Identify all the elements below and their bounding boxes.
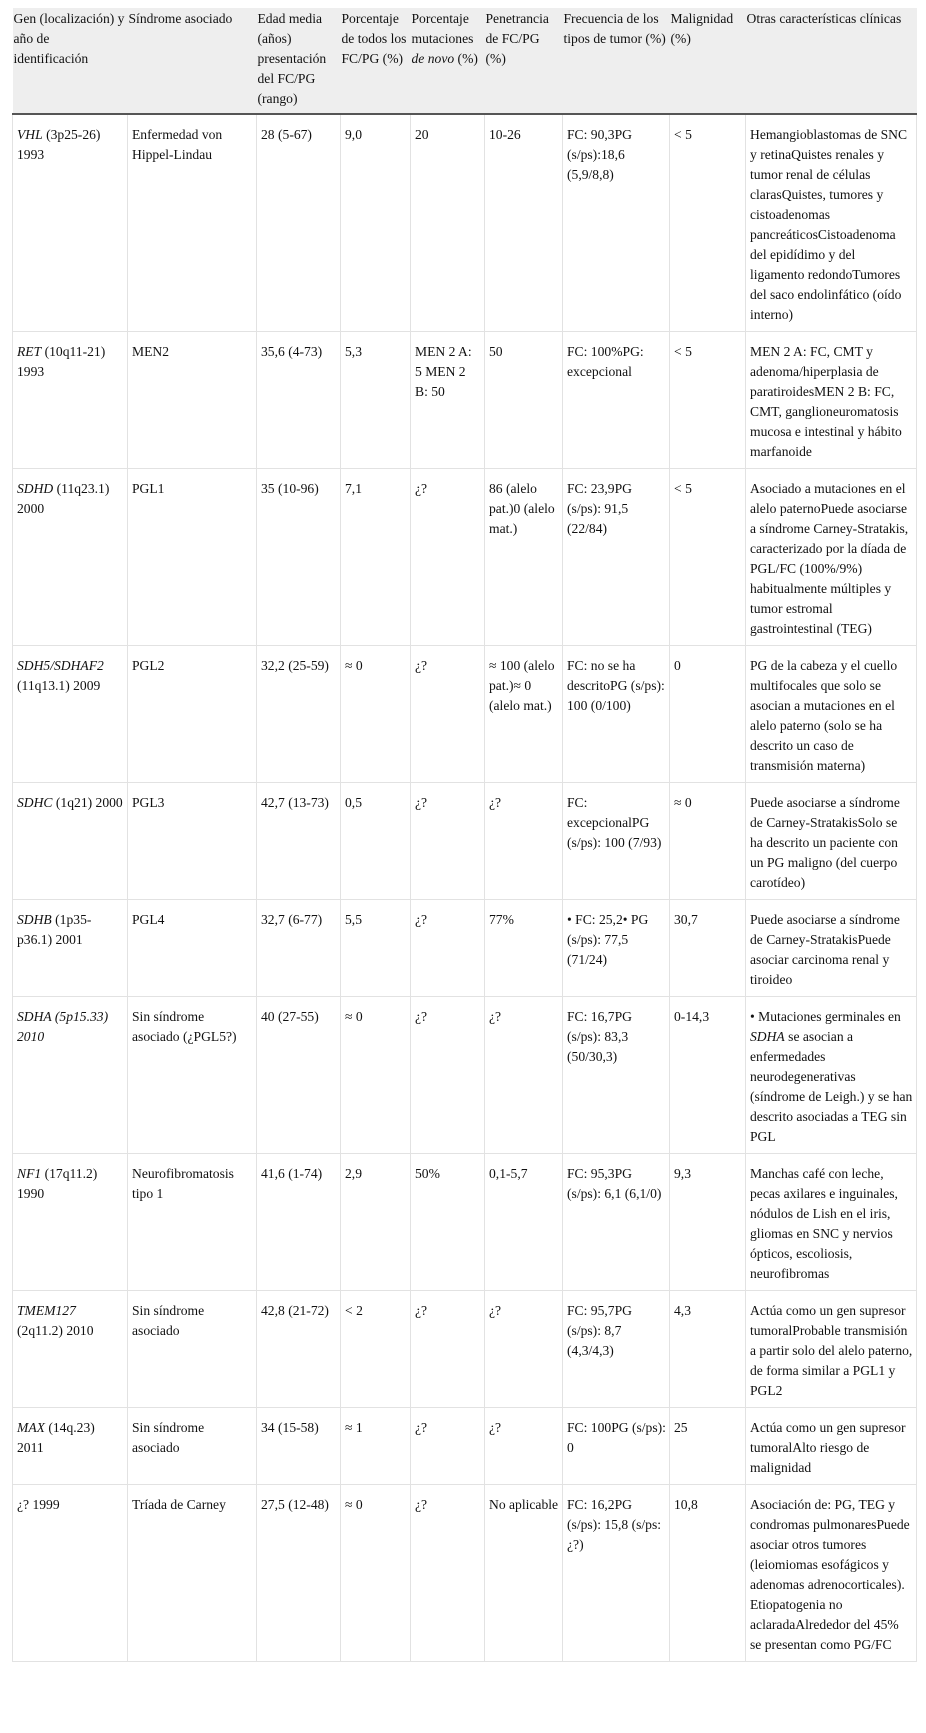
cell-percent: ≈ 0 <box>341 1485 411 1662</box>
cell-frequency: • FC: 25,2• PG (s/ps): 77,5 (71/24) <box>563 900 670 997</box>
cell-malignancy: 25 <box>670 1408 746 1485</box>
cell-percent: 5,5 <box>341 900 411 997</box>
cell-gene: MAX (14q.23) 2011 <box>13 1408 128 1485</box>
cell-denovo: ¿? <box>411 997 485 1154</box>
cell-denovo: ¿? <box>411 646 485 783</box>
cell-penetrance: 0,1-5,7 <box>485 1154 563 1291</box>
cell-frequency: FC: 90,3PG (s/ps):18,6 (5,9/8,8) <box>563 114 670 332</box>
table-row <box>13 469 917 646</box>
cell-frequency: FC: 95,7PG (s/ps): 8,7 (4,3/4,3) <box>563 1291 670 1408</box>
cell-penetrance: ¿? <box>485 1291 563 1408</box>
cell-other: Actúa como un gen supresor tumoralProbable transmisión a partir solo del alelo paterno, de forma similar a PGL1 y PGL2 <box>746 1291 917 1408</box>
cell-syndrome: Sin síndrome asociado <box>128 1408 257 1485</box>
cell-denovo: MEN 2 A: 5 MEN 2 B: 50 <box>411 332 485 469</box>
cell-syndrome: Enfermedad von Hippel-Lindau <box>128 114 257 332</box>
cell-denovo: ¿? <box>411 469 485 646</box>
cell-other: MEN 2 A: FC, CMT y adenoma/hiperplasia de paratiroidesMEN 2 B: FC, CMT, ganglioneuromatosis mucosa e intestinal y hábito marfanoide <box>746 332 917 469</box>
cell-age: 35 (10-96) <box>257 469 341 646</box>
cell-malignancy: 10,8 <box>670 1485 746 1662</box>
table-row <box>13 646 917 783</box>
cell-percent: 9,0 <box>341 114 411 332</box>
cell-gene: SDHC (1q21) 2000 <box>13 783 128 900</box>
cell-other: Puede asociarse a síndrome de Carney-StratakisPuede asociar carcinoma renal y tiroideo <box>746 900 917 997</box>
cell-gene: TMEM127 (2q11.2) 2010 <box>13 1291 128 1408</box>
table-row <box>13 1408 917 1485</box>
header-percent: Porcentaje de todos los FC/PG (%) <box>341 8 411 114</box>
cell-age: 34 (15-58) <box>257 1408 341 1485</box>
cell-age: 32,7 (6-77) <box>257 900 341 997</box>
gene-table <box>12 8 917 1662</box>
table-row <box>13 332 917 469</box>
cell-frequency: FC: 95,3PG (s/ps): 6,1 (6,1/0) <box>563 1154 670 1291</box>
cell-penetrance: 77% <box>485 900 563 997</box>
table-row <box>13 997 917 1154</box>
table-row <box>13 900 917 997</box>
cell-malignancy: 0 <box>670 646 746 783</box>
cell-age: 32,2 (25-59) <box>257 646 341 783</box>
cell-other: Asociación de: PG, TEG y condromas pulmonaresPuede asociar otros tumores (leiomiomas esofágicos y adenomas adrenocorticales). Etiopatogenia no aclaradaAlrededor del 45% se presentan como PG/FC <box>746 1485 917 1662</box>
table-row <box>13 114 917 332</box>
cell-penetrance: ≈ 100 (alelo pat.)≈ 0 (alelo mat.) <box>485 646 563 783</box>
header-malignancy: Malignidad (%) <box>670 8 746 114</box>
cell-age: 27,5 (12-48) <box>257 1485 341 1662</box>
cell-percent: < 2 <box>341 1291 411 1408</box>
table-body <box>13 114 917 1662</box>
cell-penetrance: 86 (alelo pat.)0 (alelo mat.) <box>485 469 563 646</box>
cell-denovo: ¿? <box>411 900 485 997</box>
header-other: Otras características clínicas <box>746 8 917 114</box>
cell-gene: ¿? 1999 <box>13 1485 128 1662</box>
cell-syndrome: Neurofibromatosis tipo 1 <box>128 1154 257 1291</box>
cell-denovo: ¿? <box>411 1408 485 1485</box>
cell-malignancy: 30,7 <box>670 900 746 997</box>
cell-frequency: FC: 16,2PG (s/ps): 15,8 (s/ps: ¿?) <box>563 1485 670 1662</box>
cell-gene: SDHA (5p15.33) 2010 <box>13 997 128 1154</box>
cell-syndrome: Sin síndrome asociado <box>128 1291 257 1408</box>
cell-penetrance: ¿? <box>485 1408 563 1485</box>
cell-percent: 0,5 <box>341 783 411 900</box>
cell-gene: SDHD (11q23.1) 2000 <box>13 469 128 646</box>
cell-age: 35,6 (4-73) <box>257 332 341 469</box>
cell-age: 42,8 (21-72) <box>257 1291 341 1408</box>
cell-frequency: FC: no se ha descritoPG (s/ps): 100 (0/100) <box>563 646 670 783</box>
header-denovo: Porcentaje mutaciones de novo (%) <box>411 8 485 114</box>
cell-gene: SDH5/SDHAF2 (11q13.1) 2009 <box>13 646 128 783</box>
cell-percent: 5,3 <box>341 332 411 469</box>
cell-syndrome: PGL3 <box>128 783 257 900</box>
header-age: Edad media (años) presentación del FC/PG (rango) <box>257 8 341 114</box>
cell-other: Hemangioblastomas de SNC y retinaQuistes renales y tumor renal de células clarasQuistes, tumores y cistoadenomas pancreáticosCistoadenoma del epidídimo y del ligamento redondoTumores del saco endolinfático (oído interno) <box>746 114 917 332</box>
cell-malignancy: < 5 <box>670 469 746 646</box>
cell-penetrance: ¿? <box>485 997 563 1154</box>
cell-other: Actúa como un gen supresor tumoralAlto riesgo de malignidad <box>746 1408 917 1485</box>
cell-percent: 7,1 <box>341 469 411 646</box>
cell-frequency: FC: 16,7PG (s/ps): 83,3 (50/30,3) <box>563 997 670 1154</box>
cell-syndrome: PGL4 <box>128 900 257 997</box>
cell-syndrome: PGL2 <box>128 646 257 783</box>
cell-malignancy: 0-14,3 <box>670 997 746 1154</box>
cell-other: PG de la cabeza y el cuello multifocales que solo se asocian a mutaciones en el alelo paterno (solo se ha descrito un caso de transmisión materna) <box>746 646 917 783</box>
cell-malignancy: 9,3 <box>670 1154 746 1291</box>
cell-frequency: FC: 100PG (s/ps): 0 <box>563 1408 670 1485</box>
cell-malignancy: < 5 <box>670 332 746 469</box>
cell-penetrance: 10-26 <box>485 114 563 332</box>
cell-percent: ≈ 0 <box>341 997 411 1154</box>
cell-gene: SDHB (1p35-p36.1) 2001 <box>13 900 128 997</box>
cell-frequency: FC: 100%PG: excepcional <box>563 332 670 469</box>
cell-denovo: 20 <box>411 114 485 332</box>
header-frequency: Frecuencia de los tipos de tumor (%) <box>563 8 670 114</box>
table-row <box>13 1154 917 1291</box>
cell-age: 42,7 (13-73) <box>257 783 341 900</box>
cell-malignancy: ≈ 0 <box>670 783 746 900</box>
cell-gene: NF1 (17q11.2) 1990 <box>13 1154 128 1291</box>
cell-malignancy: < 5 <box>670 114 746 332</box>
table-header <box>13 8 917 114</box>
cell-penetrance: ¿? <box>485 783 563 900</box>
cell-syndrome: Sin síndrome asociado (¿PGL5?) <box>128 997 257 1154</box>
cell-age: 28 (5-67) <box>257 114 341 332</box>
header-syndrome: Síndrome asociado <box>128 8 257 114</box>
header-penetrance: Penetrancia de FC/PG (%) <box>485 8 563 114</box>
cell-denovo: 50% <box>411 1154 485 1291</box>
table-row <box>13 1291 917 1408</box>
cell-denovo: ¿? <box>411 1291 485 1408</box>
cell-denovo: ¿? <box>411 783 485 900</box>
table-row <box>13 783 917 900</box>
cell-penetrance: 50 <box>485 332 563 469</box>
cell-other: Puede asociarse a síndrome de Carney-StratakisSolo se ha descrito un paciente con un PG maligno (del cuerpo carotídeo) <box>746 783 917 900</box>
cell-other: Manchas café con leche, pecas axilares e inguinales, nódulos de Lish en el iris, gliomas en SNC y nervios ópticos, escoliosis, neurofibromas <box>746 1154 917 1291</box>
cell-malignancy: 4,3 <box>670 1291 746 1408</box>
cell-denovo: ¿? <box>411 1485 485 1662</box>
cell-syndrome: MEN2 <box>128 332 257 469</box>
cell-age: 40 (27-55) <box>257 997 341 1154</box>
cell-syndrome: PGL1 <box>128 469 257 646</box>
cell-percent: ≈ 0 <box>341 646 411 783</box>
cell-gene: RET (10q11-21) 1993 <box>13 332 128 469</box>
cell-percent: 2,9 <box>341 1154 411 1291</box>
cell-age: 41,6 (1-74) <box>257 1154 341 1291</box>
cell-syndrome: Tríada de Carney <box>128 1485 257 1662</box>
cell-frequency: FC: excepcionalPG (s/ps): 100 (7/93) <box>563 783 670 900</box>
table-row <box>13 1485 917 1662</box>
cell-gene: VHL (3p25-26) 1993 <box>13 114 128 332</box>
cell-other: • Mutaciones germinales en SDHA se asocian a enfermedades neurodegenerativas (síndrome de Leigh.) y se han descrito asociadas a TEG sin PGL <box>746 997 917 1154</box>
cell-penetrance: No aplicable <box>485 1485 563 1662</box>
cell-percent: ≈ 1 <box>341 1408 411 1485</box>
cell-frequency: FC: 23,9PG (s/ps): 91,5 (22/84) <box>563 469 670 646</box>
header-gene: Gen (localización) y año de identificación <box>13 8 128 114</box>
cell-other: Asociado a mutaciones en el alelo paternoPuede asociarse a síndrome Carney-Stratakis, caracterizado por la díada de PGL/FC (100%/9%) habitualmente múltiples y tumor estromal gastrointestinal (TEG) <box>746 469 917 646</box>
header-row <box>13 8 917 114</box>
